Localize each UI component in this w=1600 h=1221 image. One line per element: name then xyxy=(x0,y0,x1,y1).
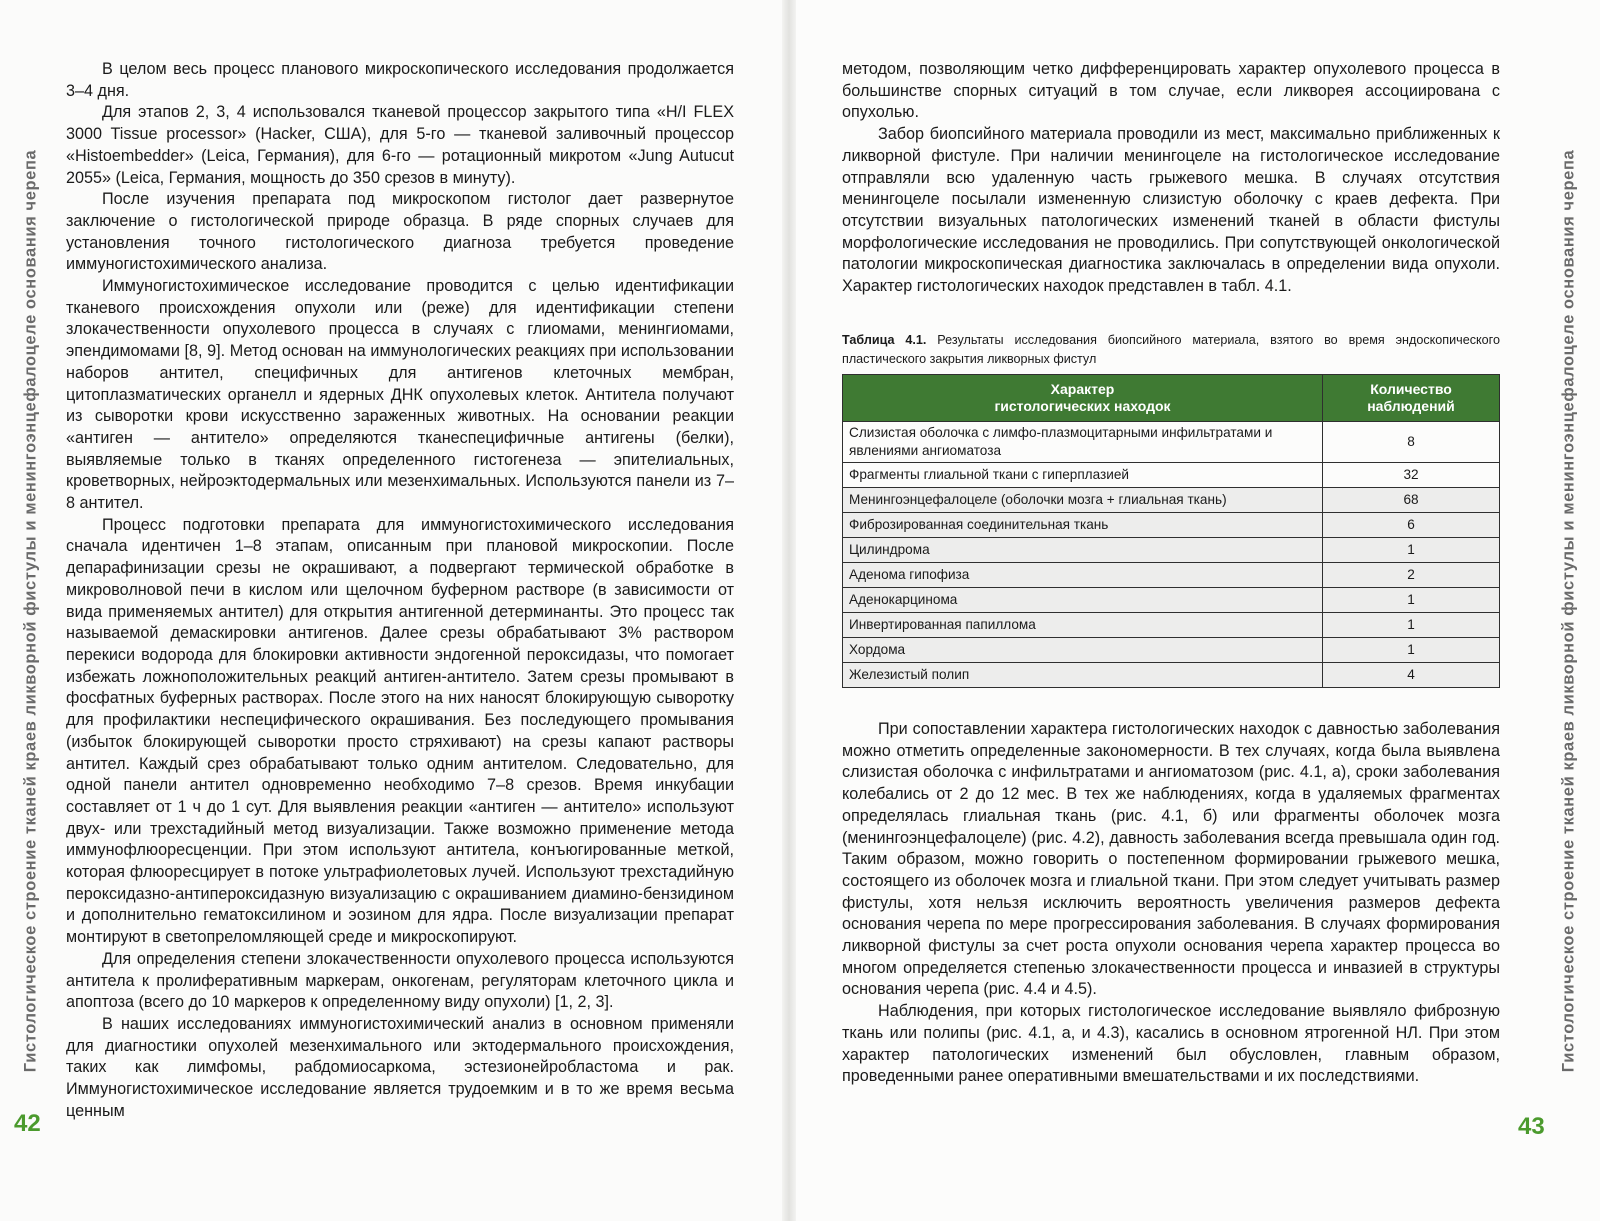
count-cell: 1 xyxy=(1323,638,1500,663)
count-cell: 68 xyxy=(1323,488,1500,513)
paragraph: Наблюдения, при которых гистологическое исследование выявляло фиброзную ткань или полипы (рис. 4.1, а, и 4.3), касались в основном ятрогенной НЛ. При этом характер патологических изменений был обусловлен, главным образом, проведенными ранее оперативными вмешательствами и их последствиями. xyxy=(842,1002,1500,1086)
finding-cell: Аденокарцинома xyxy=(843,588,1323,613)
count-cell: 1 xyxy=(1323,613,1500,638)
table-row xyxy=(843,563,1500,588)
running-head-text: Гистологическое строение тканей краев ликворной фистулы и менингоэнцефалоцеле основания черепа xyxy=(1559,149,1578,1072)
paragraph: Процесс подготовки препарата для иммуногистохимического исследования сначала идентичен 1–8 этапам, описанным при плановой микроскопии. После депарафинизации срезы не окрашивают, а подвергают термической обработке в микроволновой печи в кислом или щелочном буферном растворе (в зависимости от вида применяемых антител) для открытия антигенной детерминанты. Это процесс так называемой демаскировки антигенов. Далее срезы обрабатывают 3% раствором перекиси водорода для блокировки активности эндогенной пероксидазы, что помогает избежать ложноположительных реакций антиген-антитело. Затем срезы промывают в фосфатных буферных растворах. После этого на них наносят блокирующую сыворотку для профилактики неспецифического окрашивания. Без последующего промывания (избыток блокирующей сыворотки просто стряхивают) на срезы капают растворы антител. Каждый срез обрабатывают только одним антителом. Следовательно, для одной панели антител одновременно необходимо 7–8 срезов. Время инкубации составляет от 1 ч до 1 сут. Для выявления реакции «антиген — антитело» используют двух- или трехстадийный метод визуализации. Также возможно применение метода иммунофлюоресценции. При этом используют антитела, конъюгированные меткой, которая флюоресцирует в потоке ультрафиолетовых лучей. Используют трехстадийную пероксидазно-антипероксидазную визуализацию с окрашиванием диамино-бензидином и дополнительно гематоксилином и эозином для ядра. После визуализации препарат монтируют в светопреломляющей среде и микроскопируют. xyxy=(66,515,734,947)
paragraph: Иммуногистохимическое исследование проводится с целью идентификации тканевого происхождения опухоли или (реже) для идентификации степени злокачественности опухолевого процесса в случаях с глиомами, менингиомами, эпендимомами [8, 9]. Метод основан на иммунологических реакциях при использовании наборов антител, специфичных для антигенов клеточных мембран, цитоплазматических органелл и ядерных ДНК опухолевых клеток. Антитела получают из сыворотки крови искусственно зараженных животных. На основании реакции «антиген — антитело» определяются тканеспецифичные антигены (белки), выявляемые только в тканях определенного гистогенеза — эпителиальных, кроветворных, нейроэктодермальных или мезенхимальных. Используются панели из 7–8 антител. xyxy=(66,277,734,513)
page-number-right: 43 xyxy=(1518,1113,1545,1140)
count-cell: 4 xyxy=(1323,663,1500,688)
column-header-count: Количество наблюдений xyxy=(1323,375,1500,422)
running-head-left xyxy=(14,0,48,1221)
paragraph: Забор биопсийного материала проводили из мест, максимально приближенных к ликворной фистуле. При наличии менингоцеле на гистологическое исследование отправляли всю удаленную часть грыжевого мешка. В случаях отсутствия менингоцеле посылали измененную слизистую оболочку с краев дефекта. При отсутствии визуальных патологических изменений тканей в области фистулы морфологические исследования не проводились. При сопутствующей онкологической патологии микроскопическая диагностика заключалась в определении вида опухоли. Характер гистологических находок представлен в табл. 4.1. xyxy=(842,125,1500,296)
count-cell: 1 xyxy=(1323,588,1500,613)
right-page xyxy=(790,0,1600,1221)
paragraph: В целом весь процесс планового микроскопического исследования продолжается 3–4 дня. xyxy=(66,60,734,100)
table-row xyxy=(843,663,1500,688)
table-row xyxy=(843,463,1500,488)
right-page-body-bottom xyxy=(842,719,1500,1088)
paragraph: Для определения степени злокачественности опухолевого процесса используются антитела к пролиферативным маркерам, онкогенам, регуляторам клеточного цикла и апоптоза (всего до 10 маркеров к определенному виду опухоли) [1, 2, 3]. xyxy=(66,949,734,1012)
finding-cell: Менингоэнцефалоцеле (оболочки мозга + глиальная ткань) xyxy=(843,488,1323,513)
paragraph: При сопоставлении характера гистологических находок с давностью заболевания можно отметить определенные закономерности. В тех случаях, когда была выявлена слизистая оболочка с инфильтратами и ангиоматозом (рис. 4.1, а), сроки заболевания колебались от 2 до 12 мес. В тех же наблюдениях, когда в удаляемых фрагментах определялась глиальная ткань (рис. 4.1, б) или фрагменты оболочек мозга (менингоэнцефалоцеле) (рис. 4.2), давность заболевания всегда превышала один год. Таким образом, можно говорить о постепенном формировании грыжевого мешка, состоящего из оболочек мозга и глиальной ткани. При этом следует учитывать размер фистулы, хотя нельзя исключить вероятность увеличения размеров дефекта основания черепа по мере прогрессирования заболевания. В случаях формирования ликворной фистулы за счет роста опухоли основания черепа характер процесса во многом определяется степенью злокачественности процесса и инвазией в структуры основания черепа (рис. 4.4 и 4.5). xyxy=(842,720,1500,999)
finding-cell: Фрагменты глиальной ткани с гиперплазией xyxy=(843,463,1323,488)
finding-cell: Хордома xyxy=(843,638,1323,663)
paragraph: После изучения препарата под микроскопом гистолог дает развернутое заключение о гистологической природе образца. В ряде спорных случаев для установления точного гистологического диагноза требуется проведение иммуногистохимического анализа. xyxy=(66,190,734,274)
running-head-text: Гистологическое строение тканей краев ликворной фистулы и менингоэнцефалоцеле основания черепа xyxy=(21,149,40,1072)
column-header-finding: Характер гистологических находок xyxy=(843,375,1323,422)
finding-cell: Слизистая оболочка с лимфо-плазмоцитарными инфильтратами и явлениями ангиоматоза xyxy=(843,422,1323,463)
finding-cell: Железистый полип xyxy=(843,663,1323,688)
paragraph: Для этапов 2, 3, 4 использовался тканевой процессор закрытого типа «H/I FLEX 3000 Tissue processor» (Hacker, США), для 5-го — тканевой заливочный процессор «Histoembedder» (Leica, Германия), для 6-го — ротационный микротом «Jung Autucut 2055» (Leica, Германия, мощность до 350 срезов в минуту). xyxy=(66,103,734,187)
paragraph: методом, позволяющим четко дифференцировать характер опухолевого процесса в большинстве спорных ситуаций в том случае, если ликворея ассоциирована с опухолью. xyxy=(842,60,1500,122)
finding-cell: Фиброзированная соединительная ткань xyxy=(843,513,1323,538)
count-cell: 2 xyxy=(1323,563,1500,588)
histology-findings-table xyxy=(842,374,1500,688)
left-page xyxy=(0,0,790,1221)
table-caption xyxy=(842,331,1500,369)
running-head-right xyxy=(1552,0,1586,1221)
table-row xyxy=(843,613,1500,638)
count-cell: 32 xyxy=(1323,463,1500,488)
table-caption-text: Результаты исследования биопсийного материала, взятого во время эндоскопического пластического закрытия ликворных фистул xyxy=(842,333,1500,366)
table-row xyxy=(843,488,1500,513)
table-row xyxy=(843,538,1500,563)
table-header-row xyxy=(843,375,1500,422)
table-row xyxy=(843,588,1500,613)
left-page-body xyxy=(66,59,734,1122)
paragraph: В наших исследованиях иммуногистохимический анализ в основном применяли для диагностики опухолей мезенхимального или эктодермального происхождения, таких как лимфомы, рабдомиосаркома, эстезионейробластома и рак. Иммуногистохимическое исследование является трудоемким и в то же время весьма ценным xyxy=(66,1014,734,1120)
page-number-left: 42 xyxy=(14,1110,41,1137)
finding-cell: Цилиндрома xyxy=(843,538,1323,563)
finding-cell: Аденома гипофиза xyxy=(843,563,1323,588)
table-row xyxy=(843,422,1500,463)
count-cell: 6 xyxy=(1323,513,1500,538)
right-page-body-top xyxy=(842,59,1500,298)
finding-cell: Инвертированная папиллома xyxy=(843,613,1323,638)
count-cell: 1 xyxy=(1323,538,1500,563)
table-row xyxy=(843,513,1500,538)
table-row xyxy=(843,638,1500,663)
book-gutter xyxy=(782,0,796,1221)
count-cell: 8 xyxy=(1323,422,1500,463)
table-caption-label: Таблица 4.1. xyxy=(842,333,927,347)
